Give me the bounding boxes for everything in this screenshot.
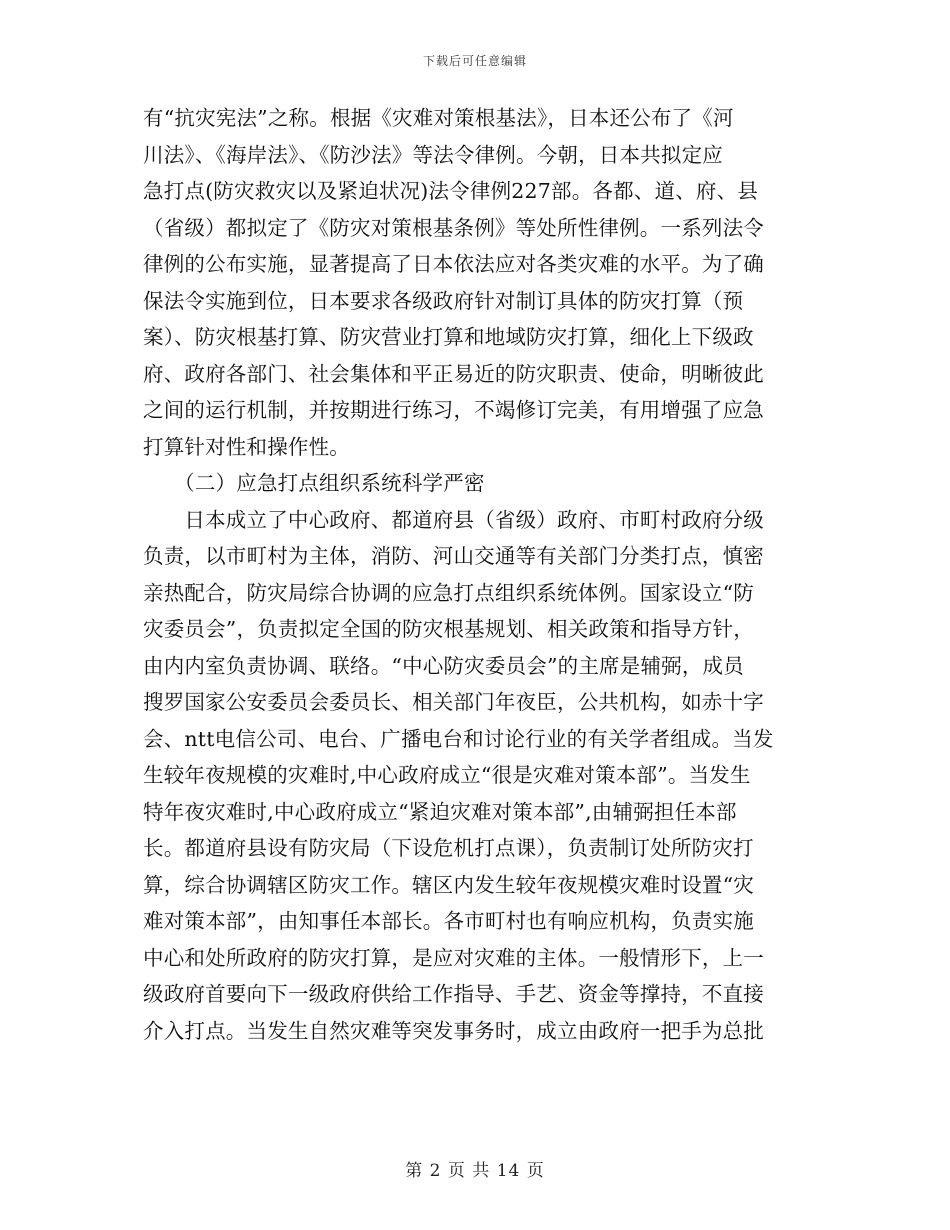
text-line: 难对策本部”，由知事任本部长。各市町村也有响应机构，负责实施 <box>143 909 754 933</box>
text-line: 介入打点。当发生自然灾难等突发事务时，成立由政府一把手为总批 <box>143 1018 764 1043</box>
text-line: 律例的公布实施，显著提高了日本依法应对各类灾难的水平。为了确 <box>143 252 764 276</box>
text-line: 有“抗灾宪法”之称。根据《灾难对策根基法》，日本还公布了《河 <box>143 106 734 130</box>
body-text <box>143 100 803 1049</box>
section-heading: （二）应急打点组织系统科学严密 <box>143 471 485 495</box>
page-number-footer: 第 2 页 共 14 页 <box>405 1161 545 1181</box>
text-line: 川法》、《海岸法》、《防沙法》等法令律例。今朝，日本共拟定应 <box>143 142 723 167</box>
text-line: 灾委员会”，负责拟定全国的防灾根基规划、相关政策和指导方针， <box>143 617 754 641</box>
text-line: 日本成立了中心政府、都道府县（省级）政府、市町村政府分级 <box>143 507 764 532</box>
text-line: 由内内室负责协调、联络。“中心防灾委员会”的主席是辅弼，成员 <box>143 653 744 678</box>
text-line: 府、政府各部门、社会集体和平正易近的防灾职责、使命，明晰彼此 <box>143 361 764 386</box>
text-line: 生较年夜规模的灾难时,中心政府成立“很是灾难对策本部”。当发生 <box>143 763 751 787</box>
text-line: 长。都道府县设有防灾局（下设危机打点课），负责制订处所防灾打 <box>143 836 754 860</box>
text-line: 搜罗国家公安委员会委员长、相关部门年夜臣，公共机构，如赤十字 <box>143 690 764 714</box>
text-line: 中心和处所政府的防灾打算，是应对灾难的主体。一般情形下，上一 <box>143 945 764 970</box>
text-line: 案）、防灾根基打算、防灾营业打算和地域防灾打算，细化上下级政 <box>143 325 754 349</box>
text-line: 亲热配合，防灾局综合协调的应急打点组织系统体例。国家设立“防 <box>143 580 754 605</box>
text-line: 急打点(防灾救灾以及紧迫状况)法令律例227部。各都、道、府、县 <box>143 179 759 203</box>
text-line: 特年夜灾难时,中心政府成立“紧迫灾难对策本部”,由辅弼担任本部 <box>143 799 737 824</box>
text-line: 之间的运行机制，并按期进行练习，不竭修订完美，有用增强了应急 <box>143 398 764 422</box>
text-line: 打算针对性和操作性。 <box>143 434 350 459</box>
text-line: （省级）都拟定了《防灾对策根基条例》等处所性律例。一系列法令 <box>143 215 764 240</box>
text-line: 负责，以市町村为主体，消防、河山交通等有关部门分类打点，慎密 <box>143 544 764 568</box>
text-line: 会、ntt电信公司、电台、广播电台和讨论行业的有关学者组成。当发 <box>143 726 774 751</box>
text-line: 级政府首要向下一级政府供给工作指导、手艺、资金等撑持，不直接 <box>143 982 764 1006</box>
text-line: 保法令实施到位，日本要求各级政府针对制订具体的防灾打算（预 <box>143 288 744 313</box>
text-line: 算，综合协调辖区防灾工作。辖区内发生较年夜规模灾难时设置“灾 <box>143 872 754 897</box>
page-header: 下载后可任意编辑 <box>422 54 527 68</box>
